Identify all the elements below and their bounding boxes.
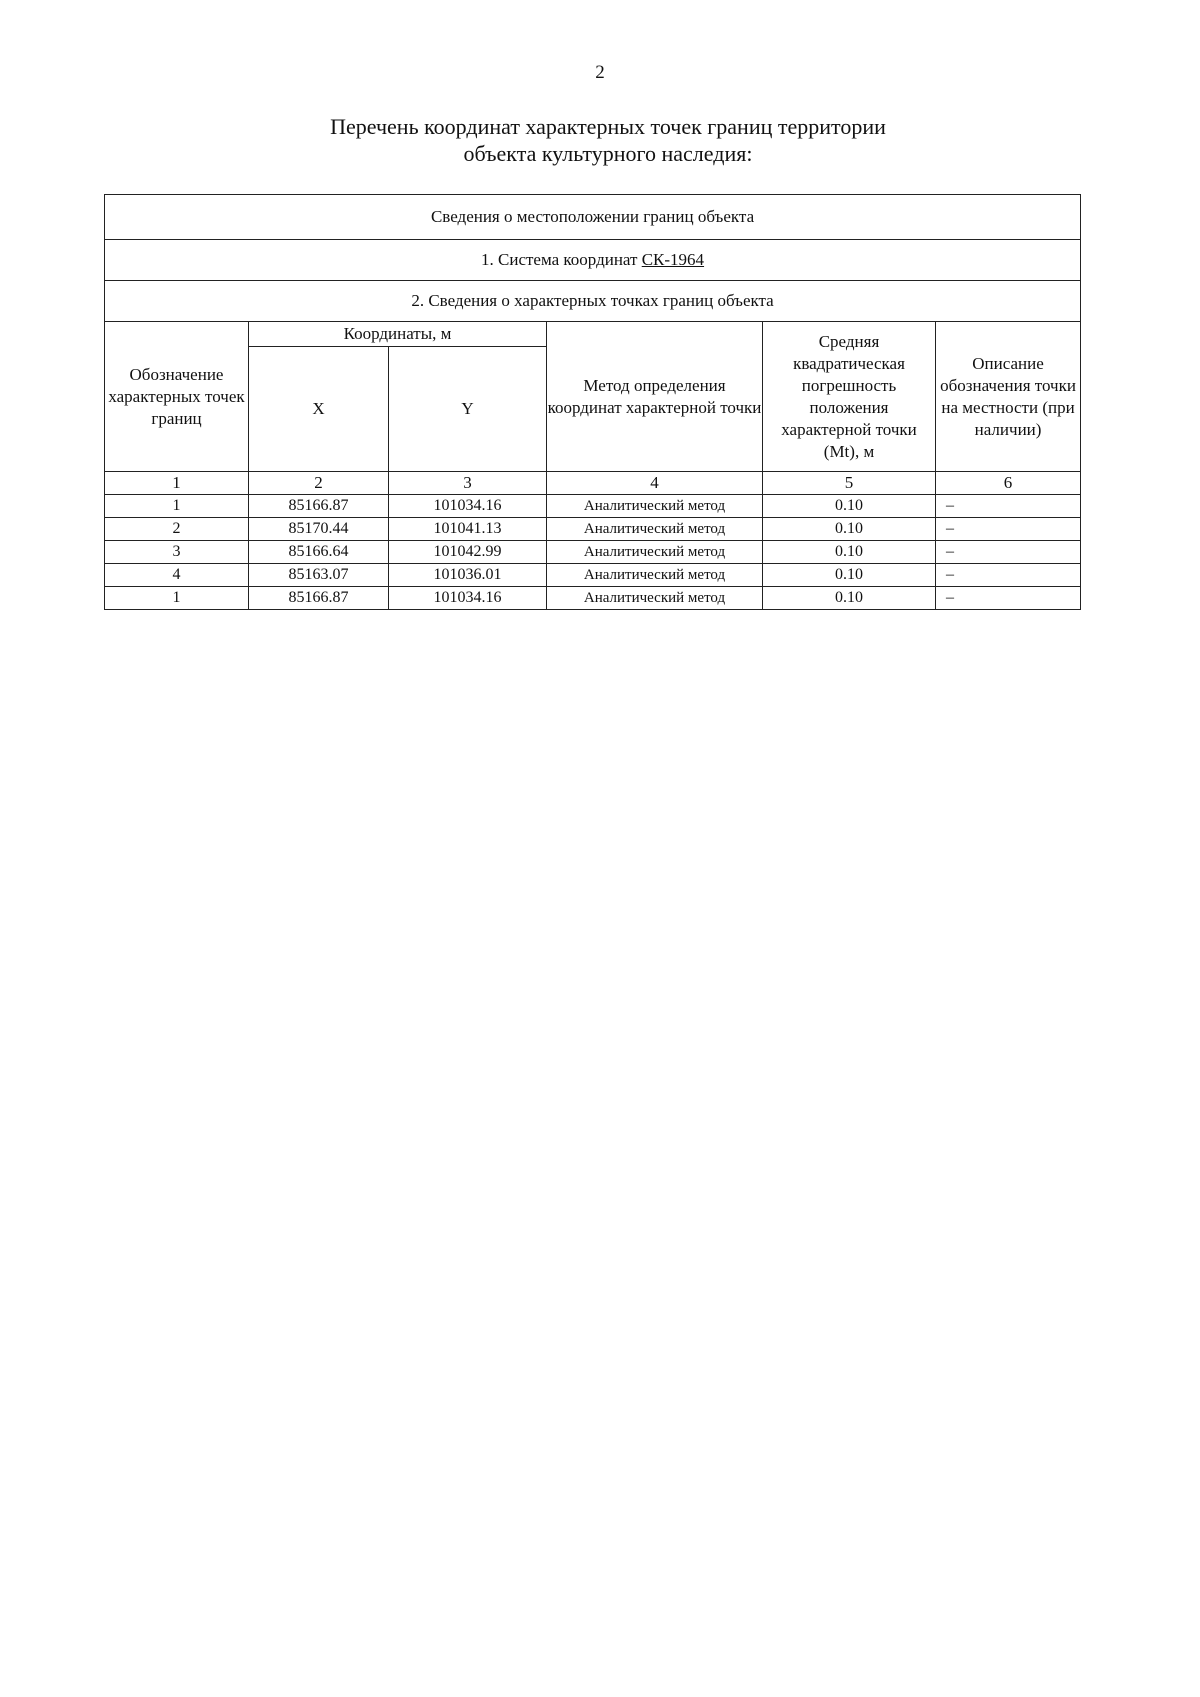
method-cell: Аналитический метод: [547, 587, 763, 610]
x-cell: 85163.07: [249, 564, 389, 587]
error-cell: 0.10: [763, 495, 936, 518]
method-cell: Аналитический метод: [547, 564, 763, 587]
point-cell: 4: [105, 564, 249, 587]
header-description: Описание обозначения точки на местности (при наличии): [936, 322, 1081, 472]
column-number: 5: [763, 472, 936, 495]
description-cell: –: [936, 564, 1081, 587]
x-cell: 85170.44: [249, 518, 389, 541]
document-title: [0, 113, 1200, 167]
y-cell: 101042.99: [389, 541, 547, 564]
error-cell: 0.10: [763, 564, 936, 587]
page-number: 2: [595, 62, 605, 83]
title-line-1: Перечень координат характерных точек границ территории: [330, 114, 886, 139]
header-mean-error: Средняя квадратическая погрешность положения характерной точки (Mt), м: [763, 322, 936, 472]
coordinate-system-value: СК-1964: [641, 250, 705, 269]
section-header: Сведения о местоположении границ объекта: [105, 195, 1081, 240]
description-cell: –: [936, 587, 1081, 610]
description-cell: –: [936, 518, 1081, 541]
point-cell: 1: [105, 495, 249, 518]
table-row: [105, 518, 1081, 541]
coordinate-system-label: 1. Система координат: [481, 250, 638, 269]
points-section-label: 2. Сведения о характерных точках границ объекта: [105, 281, 1081, 322]
column-number: 2: [249, 472, 389, 495]
header-x: X: [249, 347, 389, 472]
title-line-2: объекта культурного наследия:: [463, 141, 753, 166]
column-number: 1: [105, 472, 249, 495]
error-cell: 0.10: [763, 541, 936, 564]
y-cell: 101034.16: [389, 587, 547, 610]
x-cell: 85166.64: [249, 541, 389, 564]
y-cell: 101036.01: [389, 564, 547, 587]
description-cell: –: [936, 541, 1081, 564]
method-cell: Аналитический метод: [547, 495, 763, 518]
error-cell: 0.10: [763, 518, 936, 541]
table-row: [105, 495, 1081, 518]
column-number: 4: [547, 472, 763, 495]
x-cell: 85166.87: [249, 495, 389, 518]
method-cell: Аналитический метод: [547, 541, 763, 564]
header-coordinates-group: Координаты, м: [249, 322, 547, 347]
header-point-designation: Обозначение характерных точек границ: [105, 322, 249, 472]
table-row: [105, 564, 1081, 587]
coordinates-table: [104, 194, 1081, 610]
x-cell: 85166.87: [249, 587, 389, 610]
point-cell: 1: [105, 587, 249, 610]
column-number: 6: [936, 472, 1081, 495]
point-cell: 2: [105, 518, 249, 541]
column-number: 3: [389, 472, 547, 495]
method-cell: Аналитический метод: [547, 518, 763, 541]
column-numbers-row: [105, 472, 1081, 495]
error-cell: 0.10: [763, 587, 936, 610]
coordinate-system-row: [105, 240, 1081, 281]
table-row: [105, 587, 1081, 610]
table-row: [105, 541, 1081, 564]
point-cell: 3: [105, 541, 249, 564]
y-cell: 101034.16: [389, 495, 547, 518]
header-method: Метод определения координат характерной точки: [547, 322, 763, 472]
header-y: Y: [389, 347, 547, 472]
y-cell: 101041.13: [389, 518, 547, 541]
description-cell: –: [936, 495, 1081, 518]
